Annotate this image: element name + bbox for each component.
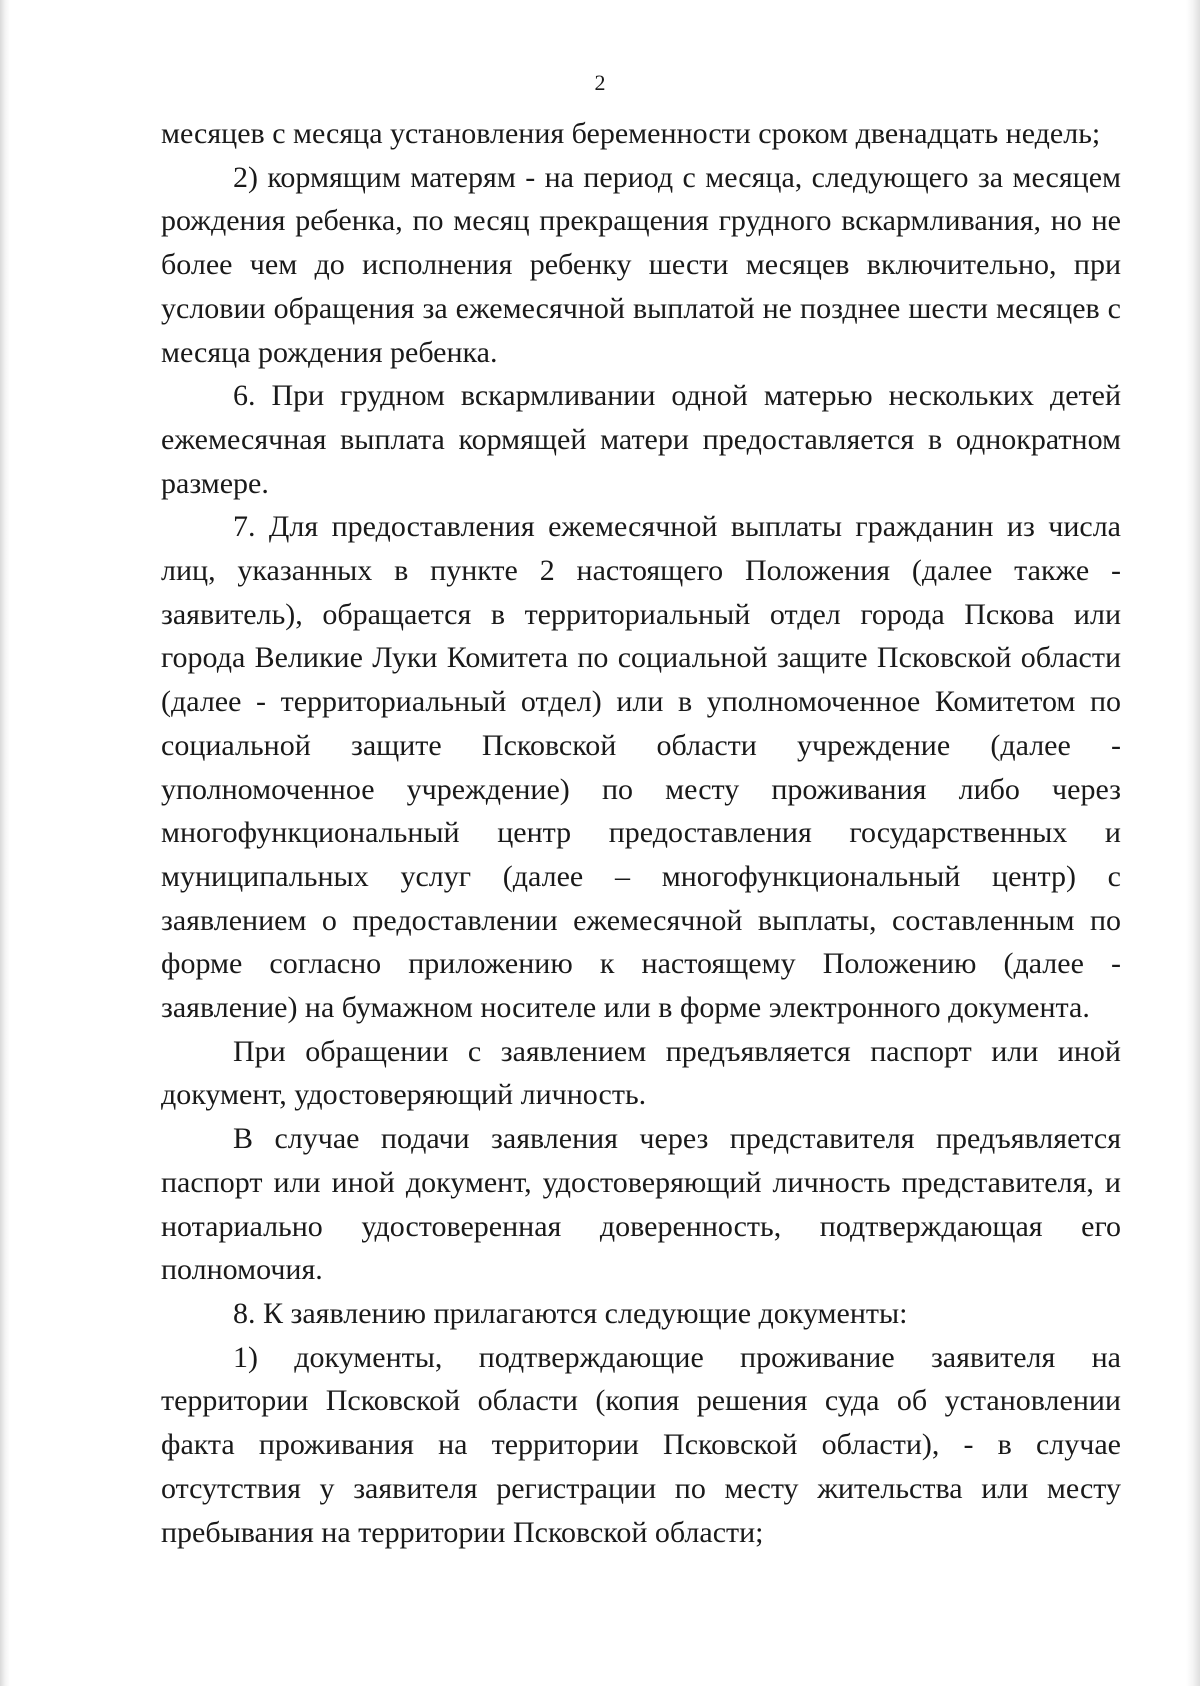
scan-edge-left <box>0 0 10 1686</box>
paragraph-6: 6. При грудном вскармливании одной матерью нескольких детей ежемесячная выплата кормящей матери предоставляется в однократном размере. <box>161 379 1121 500</box>
page-number: 2 <box>594 70 606 95</box>
document-body <box>161 112 1121 1554</box>
paragraph-7: 7. Для предоставления ежемесячной выплаты гражданин из числа лиц, указанных в пункте 2 настоящего Положения (далее также - заявитель), обращается в территориальный отдел города Пскова или города Великие Луки Комитета по социальной защите Псковской области (далее - территориальный отдел) или в уполномоченное Комитетом по социальной защите Псковской области учреждение (далее - уполномоченное учреждение) по месту проживания либо через многофункциональный центр предоставления государственных и муниципальных услуг (далее – многофункциональный центр) с заявлением о предоставлении ежемесячной выплаты, составленным по форме согласно приложению к настоящему Положению (далее - заявление) на бумажном носителе или в форме электронного документа. <box>161 510 1121 1025</box>
paragraph-passport: При обращении с заявлением предъявляется паспорт или иной документ, удостоверяющий личность. <box>161 1034 1121 1112</box>
scan-edge-right <box>1186 0 1200 1686</box>
paragraph-representative: В случае подачи заявления через представителя предъявляется паспорт или иной документ, удостоверяющий личность представителя, и нотариально удостоверенная доверенность, подтверждающая его полномочия. <box>161 1122 1121 1287</box>
paragraph-8-item-1: 1) документы, подтверждающие проживание заявителя на территории Псковской области (копия решения суда об установлении факта проживания на территории Псковской области), - в случае отсутствия у заявителя регистрации по месту жительства или месту пребывания на территории Псковской области; <box>161 1340 1121 1549</box>
paragraph-item-2-nursing-mothers: 2) кормящим матерям - на период с месяца, следующего за месяцем рождения ребенка, по месяц прекращения грудного вскармливания, но не более чем до исполнения ребенку шести месяцев включительно, при условии обращения за ежемесячной выплатой не позднее шести месяцев с месяца рождения ребенка. <box>161 160 1121 369</box>
paragraph-8: 8. К заявлению прилагаются следующие документы: <box>233 1296 908 1330</box>
paragraph-continuation: месяцев с месяца установления беременности сроком двенадцать недель; <box>161 117 1101 150</box>
